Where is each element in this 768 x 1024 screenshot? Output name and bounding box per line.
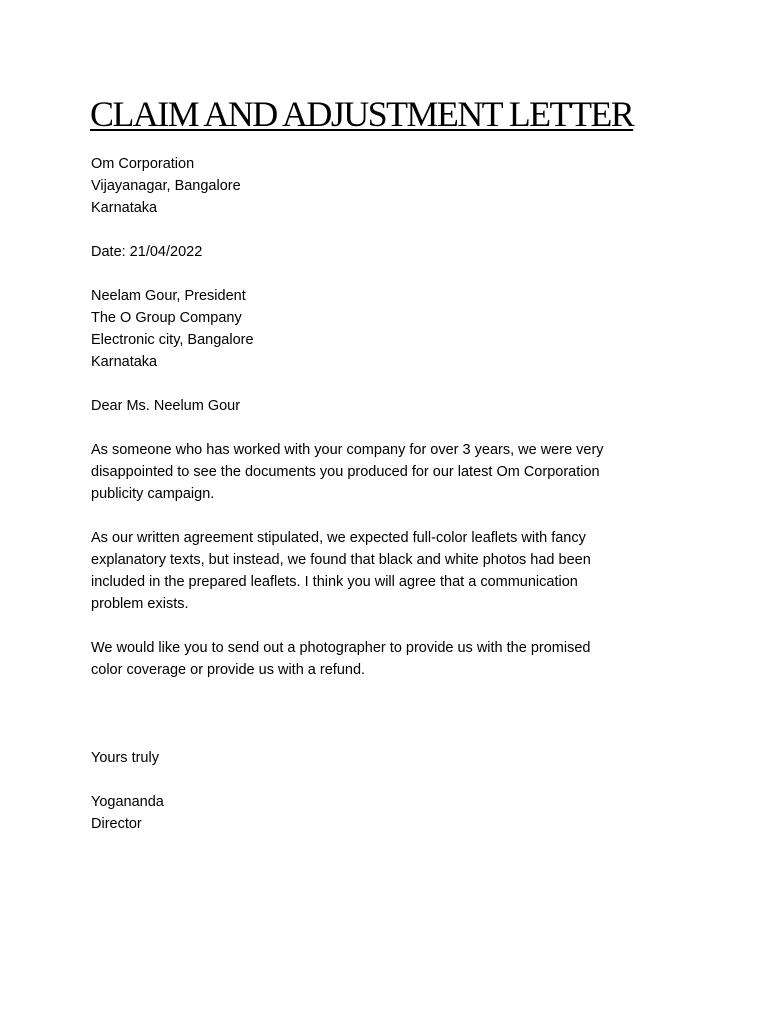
paragraph-line: As our written agreement stipulated, we expected full-color leaflets with fancy [91,530,586,546]
recipient-block [91,285,691,373]
sender-block [91,153,691,219]
letter-date: Date: 21/04/2022 [91,244,203,260]
paragraph-line: publicity campaign. [91,486,215,502]
sender-name: Om Corporation [91,156,195,172]
signature-title: Director [91,816,142,832]
paragraph-line: problem exists. [91,596,189,612]
paragraph-line: We would like you to send out a photographer to provide us with the promised [91,640,591,656]
closing: Yours truly [91,750,159,766]
paragraph-line: As someone who has worked with your company for over 3 years, we were very [91,442,604,458]
paragraph-line: explanatory texts, but instead, we found that black and white photos had been [91,552,591,568]
signature-block [91,791,691,835]
letter-body [91,153,691,835]
letter-title: CLAIM AND ADJUSTMENT LETTER [90,94,634,134]
sender-address-line: Karnataka [91,200,158,216]
recipient-company: The O Group Company [91,310,242,326]
paragraph-3 [91,637,691,681]
salutation: Dear Ms. Neelum Gour [91,398,241,414]
recipient-address-line: Electronic city, Bangalore [91,332,254,348]
paragraph-1 [91,439,691,505]
recipient-name-title: Neelam Gour, President [91,288,246,304]
paragraph-line: color coverage or provide us with a refund. [91,662,366,678]
paragraph-line: disappointed to see the documents you produced for our latest Om Corporation [91,464,600,480]
sender-address-line: Vijayanagar, Bangalore [91,178,241,194]
paragraph-line: included in the prepared leaflets. I think you will agree that a communication [91,574,578,590]
recipient-address-line: Karnataka [91,354,158,370]
paragraph-2 [91,527,691,615]
signature-name: Yogananda [91,794,164,810]
